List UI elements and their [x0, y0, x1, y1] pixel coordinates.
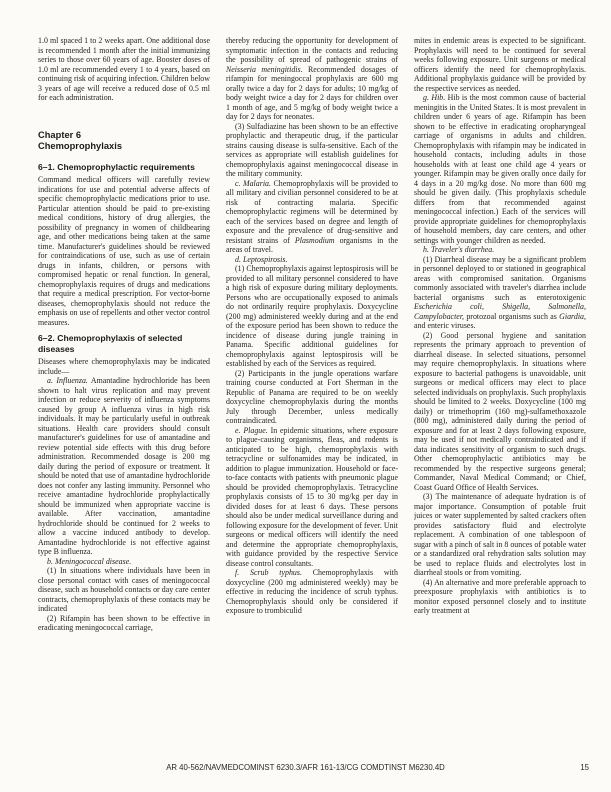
italic-text-run: h. Traveler's diarrhea. [423, 245, 495, 254]
italic-text-run: Escherichia coli, Shigella, Salmonella, Campylobacter, [414, 302, 586, 321]
text-run: Chemoprophylaxis will be provided to all military and civilian personnel considered to be at risk of contracting malaria. Specific chemoprophylactic regimens will be determined by each of the services based on degree and length of exposure and the prevalence of drug-sensitive and resistant strains of [226, 178, 398, 245]
page-content [38, 36, 586, 633]
paragraph [414, 492, 586, 578]
text-run: (2) Good personal hygiene and sanitation represents the primary approach to prevention of diarrheal disease. In selected situations, personnel may require chemoprophylaxis. In situations where exposure to bacterial pathogens is unavoidable, unit surgeons or medical officers may elect to place selected individuals on prophylaxis. Such prophylaxis should be limited to 2 weeks. Doxycycline (100 mg daily) or trimethoprim (160 mg)-sulfamethoxazole (800 mg), administered daily during the period of exposure and for at least 2 days following exposure, may be used if not medically contraindicated and if data indicates sensitivity of organism to such drugs. Other chemoprophylactic antibiotics may be recommended by the respective surgeons general; Commander, Naval Medical Command; or Chief, Coast Guard Office of Health Services. [414, 330, 586, 492]
paragraph [414, 578, 586, 616]
paragraph [226, 255, 398, 265]
chapter-heading-line: Chapter 6 [38, 129, 82, 140]
paragraph [38, 175, 210, 327]
italic-text-run: g. Hib. [423, 93, 446, 102]
italic-text-run: Giardia [559, 311, 584, 321]
text-column-1 [38, 36, 210, 633]
italic-text-run: f. Scrub typhus. [235, 568, 302, 577]
paragraph [38, 557, 210, 567]
italic-text-run: Neisseria meningitidis [226, 64, 301, 74]
page-footer [0, 763, 611, 772]
paragraph [38, 357, 210, 376]
text-run: , and enteric viruses. [414, 311, 586, 330]
text-run: Diseases where chemoprophylaxis may be indicated include— [38, 357, 210, 376]
text-run: (1) Chemoprophylaxis against leptospirosis will be provided to all military personnel considered to have a high risk of exposure during military deployments. Persons who are occupationally exposed to animals do not ordinarily require prophylaxis. Doxycycline (200 mg) administered weekly during and at the end of the exposure period has been shown to reduce the incidence of disease during jungle training in Panama. Specific additional guidelines for chemoprophylaxis against leptospirosis will be established by each of the Services as required. [226, 264, 398, 368]
paragraph [38, 566, 210, 614]
text-run: organisms in the areas of travel. [226, 235, 398, 254]
text-run: (2) Rifampin has been shown to be effective in eradicating meningococcal carriage, [38, 613, 210, 632]
paragraph [226, 369, 398, 426]
paragraph [226, 36, 398, 122]
paragraph [226, 568, 398, 616]
text-run: Amantadine hydrochloride has been shown to halt virus replication and may prevent infection or reduce serverity of influenza symptoms caused by group A influenza virus in high risk individuals. It may be particularly useful in outbreak situations. Health care providers should consult manufacturer's guidelines for use of amantadine and review potential side effects with this drug before administration. Recommended dosage is 200 mg daily during the period of exposure or treatment. It should be noted that use of amantadine hydrochloride does not confer any lasting immunity. Personnel who receive amantadine hydrochloride prophylactically should be immunized when appropriate vaccine is available. After vaccination, amantadine hydrochloride should be continued for 2 weeks to allow a vaccine induced antibody to develop. Amantadine hydrochloride is not effective against type B influenza. [38, 376, 210, 556]
paragraph [414, 93, 586, 245]
paragraph [414, 245, 586, 255]
italic-text-run: d. Leptospirosis. [235, 254, 288, 264]
text-run: . Recommended dosages of rifampin for meningoccal prophylaxis are 600 mg orally twice a day for 2 days for adults; 10 mg/kg of body weight twice a day for 2 days for children over 1 month of age, and 5 mg/kg of body weight twice a day for 2 days for neonates. [226, 64, 398, 121]
footer-citation: AR 40-562/NAVMEDCOMINST 6230.3/AFR 161-13/CG COMDTINST M6230.4D [166, 763, 445, 772]
italic-text-run: a. Influenza. [47, 376, 88, 385]
text-run: (4) An alternative and more preferable approach to preexposure prophylaxis with antibiotics is to monitor exposed personnel closely and to institute early treatment at [414, 577, 586, 615]
paragraph [414, 36, 586, 93]
chapter-heading-line: Chemoprophylaxis [38, 141, 123, 151]
text-run: (1) Diarrheal disease may be a significant problem in personnel deployed to or stationed in geographical areas with compromised sanitation. Organisms commonly associated with traveler's diarrhea include bacterial organisms such as enterotoxigenic [414, 254, 586, 302]
text-run: (2) Participants in the jungle operations warfare training course conducted at Fort Sherman in the Republic of Panama are required to be on weekly doxycycline chemoprophylaxis during the months July through December, unless medically contraindicated. [226, 368, 398, 425]
paragraph [38, 614, 210, 633]
paragraph [226, 264, 398, 369]
text-column-3 [414, 36, 586, 633]
page-number: 15 [580, 763, 589, 772]
paragraph [414, 331, 586, 493]
text-run: thereby reducing the opportunity for development of symptomatic infection in the contacts and reducing the possibility of spread of pathogenic strains of [226, 36, 398, 64]
text-run: Hib is the most common cause of bacterial meningitis in the United States. It is most prevalent in children under 6 years of age. Rifampin has been shown to be effective in eradicating oropharyngeal carriage of organisms in adults and children. Chemoprophylaxis with rifampin may be indicated in household contacts, including adults in those households with at least one child age 4 years or younger. Rifampin may be given orally once daily for 4 days in a 20 mg/kg dose. No more than 600 mg should be given daily. (This prophylaxis schedule differs from that recommended against meningococcal infection.) Each of the services will provide appropriate guidelines for chemoprophylaxis of household members, day care centers, and other settings with younger children as needed. [414, 93, 586, 245]
chapter-heading [38, 130, 210, 153]
italic-text-run: b. Meningococcal disease. [47, 556, 132, 566]
italic-text-run: e. Plague. [235, 425, 268, 435]
paragraph [38, 376, 210, 557]
text-run: Command medical officers will carefully review indications for use and potential adverse affects of specific chemoprophylactic medications prior to use. Particular attention should be paid to pre-existing medical conditions, history of drug allergies, the possibility of pregnancy in women of childbearing age, and other medications being taken at the same time. Manufacturer's guidelines should be reviewed for contraindications of use, such as use of certain drugs in infants, children, or persons with compromised hepatic or renal function. In general, chemoprophylaxis requires of drugs and medications that require a medical prescription. For vector-borne diseases, chemoprophylaxis should not reduce the emphasis on use of repellents and other vector control measures. [38, 175, 210, 327]
text-column-2 [226, 36, 398, 633]
text-run: (1) In situations where individuals have been in close personal contact with cases of meningococcal disease, such as household contacts or day care center contracts, chemoprophylaxis of these contacts may be indicated [38, 566, 210, 613]
italic-text-run: Plasmodium [294, 235, 335, 245]
text-run: protozoal organisms such as [464, 311, 560, 321]
section-heading: 6–1. Chemoprophylactic requirements [38, 161, 195, 172]
italic-text-run: c. Malaria. [235, 178, 271, 188]
text-run: Chemoprophylaxis with doxycycline (200 mg administered weekly) may be effective in reducing the incidence of scrub typhus. Chemoprophylaxis should only be considered if exposure to trombiculid [226, 568, 398, 615]
text-run: (3) The maintenance of adequate hydration is of major importance. Consumption of potable fruit juices or water supplemented by salted crackers often provides satisfactory fluid and electrolyte replacement. A combination of one tablespoon of sugar with a pinch of salt in 8 ounces of potable water or a standardized oral rehydration salts solution may be used to replace fluids and electrolytes lost in diarrheal stools or from vomiting. [414, 492, 586, 577]
paragraph [414, 255, 586, 331]
text-run: In epidemic situations, where exposure to plague-causing organisms, fleas, and rodents is anticipated to be high, chemoprophylaxis with tetracycline or sulfonamides may be indicated, in addition to plague immunization. Household or face-to-face contacts with patients with pneumonic plague should be provided chemoprophylaxis. Tetracycline prophylaxis consists of 15 to 30 mg/kg per day in divided doses for at least 6 days. These persons should also be under medical surveillance during and following exposure for the development of fever. Unit surgeons or medical officers will identify the need and determine the appropriate chemoprophylaxis, with guidance provided by the respective Service disease control consultants. [226, 425, 398, 568]
text-run: 1.0 ml spaced 1 to 2 weeks apart. One additional dose is recommended 1 month after the initial immunizing series to those over 60 years of age. Booster doses of 1.0 ml are recommended every 1 to 4 years, based on continuing risk of acquiring infection. Children below 3 years of age will receive a reduced dose of 0.5 ml for each administration. [38, 36, 210, 102]
section-heading: 6–2. Chemoprophylaxis of selected diseases [38, 333, 183, 354]
text-run: (3) Sulfadiazine has been shown to be an effective prophylactic and therapeutic drug, if the particular strains causing disease is sulfa-sensitive. Each of the services as appropriate will establish guidelines for chemoprophylaxis against meningococcal disease in the military community. [226, 121, 398, 178]
paragraph [226, 179, 398, 255]
paragraph [38, 36, 210, 103]
text-run: mites in endemic areas is expected to be significant. Prophylaxis will need to be continued for several weeks following exposure. Unit surgeons or medical officers identify the need for chemoprophylaxis. Additional prophylaxis guidance will be provided by the respective services as needed. [414, 36, 586, 93]
paragraph [226, 122, 398, 179]
paragraph [226, 426, 398, 569]
